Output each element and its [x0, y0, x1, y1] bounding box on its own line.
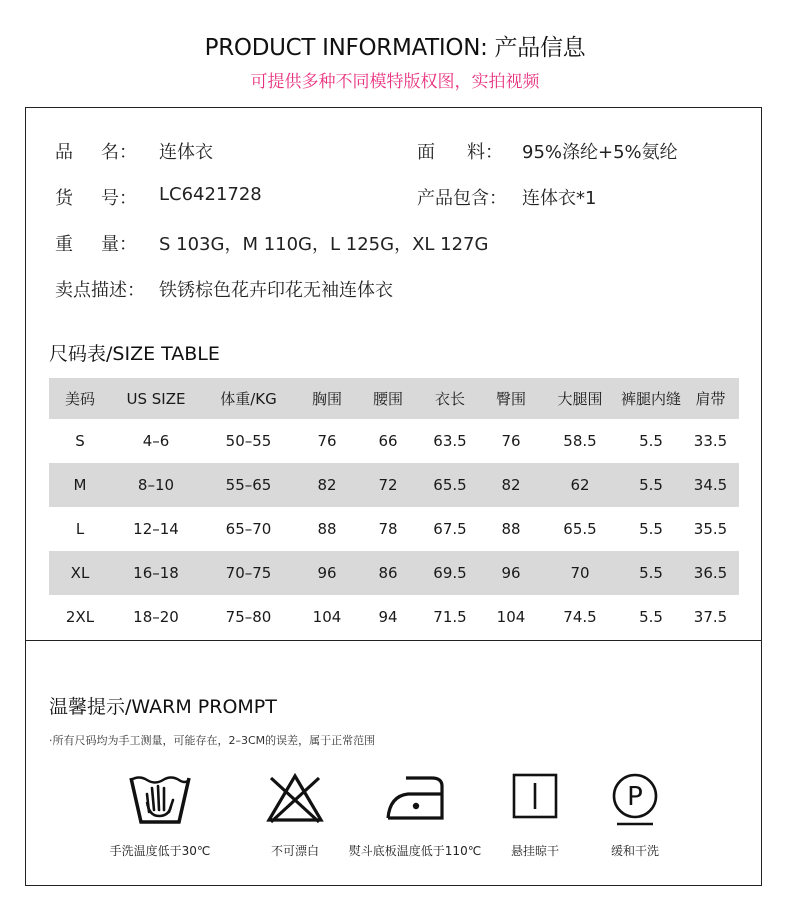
table-cell: 69.5 — [418, 551, 482, 595]
table-row — [49, 551, 739, 595]
table-cell: 94 — [378, 608, 398, 626]
table-cell: 58.5 — [563, 432, 597, 450]
size-table-header — [49, 378, 739, 419]
fabric-value: 95%涤纶+5%氨纶 — [522, 142, 678, 163]
fabric-label: 面 料： — [417, 142, 503, 163]
table-cell: 35.5 — [693, 520, 728, 538]
header-cell: 裤腿内缝 — [620, 378, 682, 419]
table-cell: 74.5 — [563, 608, 597, 626]
table-cell: 63.5 — [433, 432, 467, 450]
header-cell: 体重/KG — [201, 378, 296, 419]
no-bleach-icon — [265, 772, 325, 826]
dry-clean-p-icon — [609, 772, 661, 828]
table-cell: 65.5 — [418, 463, 482, 507]
table-row — [49, 419, 739, 463]
table-cell: 82 — [296, 463, 358, 507]
table-cell: 70 — [540, 551, 620, 595]
table-cell: 104 — [312, 608, 342, 626]
table-cell: 96 — [482, 551, 540, 595]
table-cell: L — [75, 520, 85, 538]
header-cell: 美码 — [49, 378, 111, 419]
table-cell: 96 — [296, 551, 358, 595]
header-cell: 衣长 — [418, 378, 482, 419]
table-cell: 72 — [358, 463, 418, 507]
header-cell: 肩带 — [682, 378, 739, 419]
table-cell: 50–55 — [225, 432, 272, 450]
package-label: 产品包含： — [417, 188, 507, 209]
table-cell: M — [49, 463, 111, 507]
table-cell: 2XL — [65, 608, 95, 626]
section-divider — [25, 640, 762, 641]
care-item-dry-clean — [580, 772, 690, 862]
table-cell: 37.5 — [693, 608, 728, 626]
table-cell: 65–70 — [225, 520, 272, 538]
sku-label: 货 号： — [55, 188, 137, 209]
care-item-line-dry — [480, 772, 590, 862]
table-cell: 12–14 — [133, 520, 179, 538]
measurement-note: ·所有尺码均为手工测量，可能存在，2–3CM的误差，属于正常范围 — [49, 734, 376, 747]
table-cell: 67.5 — [433, 520, 467, 538]
table-cell: 82 — [482, 463, 540, 507]
warm-prompt-title: 温馨提示/WARM PROMPT — [49, 696, 277, 718]
care-label: 悬挂晾干 — [510, 844, 559, 858]
desc-label: 卖点描述： — [55, 280, 145, 301]
header-cell: 腰围 — [358, 378, 418, 419]
weight-label: 重 量： — [55, 234, 137, 255]
svg-text:P: P — [627, 782, 643, 812]
name-value: 连体衣 — [159, 142, 213, 163]
name-label: 品 名： — [55, 142, 137, 163]
header-cell: 大腿围 — [540, 378, 620, 419]
header-cell: 臀围 — [482, 378, 540, 419]
table-cell: 5.5 — [620, 463, 682, 507]
table-cell: 66 — [378, 432, 398, 450]
table-cell: 71.5 — [433, 608, 467, 626]
table-cell: 34.5 — [682, 463, 739, 507]
table-cell: 33.5 — [693, 432, 728, 450]
table-cell: 78 — [378, 520, 398, 538]
desc-value: 铁锈棕色花卉印花无袖连体衣 — [159, 280, 393, 301]
table-row — [49, 507, 739, 551]
hand-wash-icon — [127, 772, 193, 832]
table-cell: 18–20 — [133, 608, 179, 626]
care-label: 手洗温度低于30℃ — [109, 844, 211, 858]
table-cell: 5.5 — [639, 520, 663, 538]
line-dry-icon — [511, 772, 559, 820]
table-cell: 88 — [317, 520, 337, 538]
table-cell: 75–80 — [225, 608, 272, 626]
table-cell: 4–6 — [142, 432, 170, 450]
table-cell: 88 — [501, 520, 521, 538]
table-cell: S — [75, 432, 85, 450]
table-cell: XL — [49, 551, 111, 595]
page-subtitle: 可提供多种不同模特版权图，实拍视频 — [250, 72, 540, 92]
table-cell: 8–10 — [111, 463, 201, 507]
care-item-hand-wash — [100, 772, 220, 862]
table-cell: 76 — [317, 432, 337, 450]
table-row — [49, 595, 739, 639]
header-cell: US SIZE — [111, 378, 201, 419]
iron-low-icon — [384, 772, 446, 824]
table-cell: 55–65 — [201, 463, 296, 507]
care-label: 缓和干洗 — [610, 844, 659, 858]
table-cell: 5.5 — [639, 608, 663, 626]
size-table — [49, 378, 739, 639]
table-cell: 5.5 — [620, 551, 682, 595]
sku-value: LC6421728 — [159, 184, 262, 205]
care-label: 熨斗底板温度低于110℃ — [348, 844, 482, 858]
care-item-iron — [340, 772, 490, 862]
package-value: 连体衣*1 — [522, 188, 597, 209]
table-cell: 62 — [540, 463, 620, 507]
table-cell: 5.5 — [639, 432, 663, 450]
page-title: PRODUCT INFORMATION: 产品信息 — [204, 35, 586, 61]
weight-value: S 103G，M 110G，L 125G，XL 127G — [159, 234, 489, 255]
table-cell: 36.5 — [682, 551, 739, 595]
table-cell: 104 — [496, 608, 526, 626]
care-item-no-bleach — [240, 772, 350, 862]
table-cell: 86 — [358, 551, 418, 595]
header-cell: 胸围 — [296, 378, 358, 419]
size-table-title: 尺码表/SIZE TABLE — [49, 343, 220, 365]
table-cell: 70–75 — [201, 551, 296, 595]
table-cell: 16–18 — [111, 551, 201, 595]
table-cell: 65.5 — [563, 520, 597, 538]
care-label: 不可漂白 — [270, 844, 319, 858]
table-cell: 76 — [501, 432, 521, 450]
table-row — [49, 463, 739, 507]
